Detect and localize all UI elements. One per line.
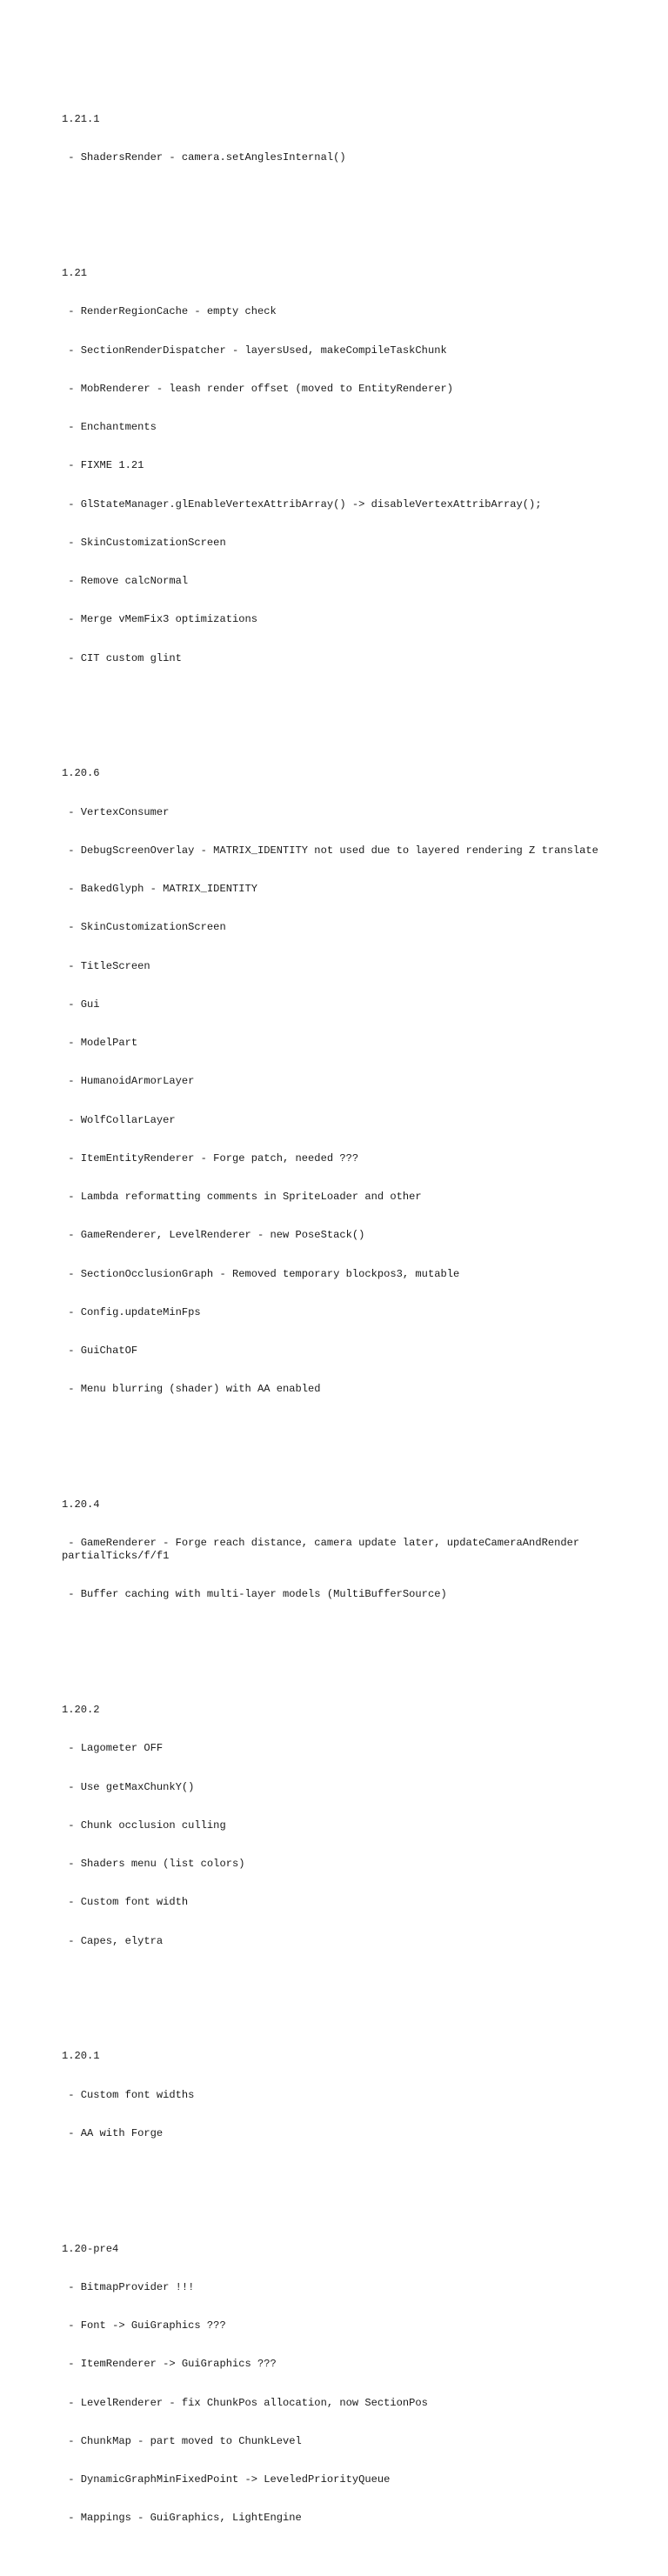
version-heading: 1.21.1	[62, 113, 100, 125]
changelog-entry: - Enchantments	[62, 421, 157, 433]
version-heading: 1.20.4	[62, 1498, 100, 1511]
changelog-entry: - RenderRegionCache - empty check	[62, 305, 277, 318]
changelog-entry: - BitmapProvider !!!	[62, 2280, 195, 2293]
changelog-section-1-20-6	[62, 742, 618, 1422]
changelog-entry: - ItemRenderer -> GuiGraphics ???	[62, 2358, 277, 2371]
changelog-entry: - BakedGlyph - MATRIX_IDENTITY	[62, 883, 257, 895]
changelog-entry: - Config.updateMinFps	[62, 1305, 201, 1318]
changelog-entry: - Chunk occlusion culling	[62, 1819, 226, 1832]
changelog-entry: - SkinCustomizationScreen	[62, 921, 226, 934]
changelog-entry: - WolfCollarLayer	[62, 1113, 176, 1126]
changelog-entry: - Custom font width	[62, 1896, 189, 1909]
changelog-entry: - Remove calcNormal	[62, 575, 189, 587]
changelog-entry: - FIXME 1.21	[62, 459, 144, 472]
changelog-entry: - GameRenderer - Forge reach distance, camera update later, updateCameraAndRender partialTicks/f/f1	[62, 1537, 586, 1562]
changelog-entry: - LevelRenderer - fix ChunkPos allocation, now SectionPos	[62, 2396, 428, 2409]
changelog-entry: - MobRenderer - leash render offset (moved to EntityRenderer)	[62, 382, 453, 395]
version-heading: 1.21	[62, 267, 88, 279]
changelog-entry: - AA with Forge	[62, 2126, 164, 2139]
changelog-entry: - GlStateManager.glEnableVertexAttribArray() -> disableVertexAttribArray();	[62, 497, 542, 511]
version-heading: 1.20.6	[62, 767, 100, 780]
changelog-entry: - GameRenderer, LevelRenderer - new PoseStack()	[62, 1229, 365, 1242]
changelog-entry: - DebugScreenOverlay - MATRIX_IDENTITY not used due to layered rendering Z translate	[62, 844, 598, 857]
version-heading: 1.20.2	[62, 1704, 100, 1716]
changelog-entry: - HumanoidArmorLayer	[62, 1075, 195, 1088]
changelog-entry: - Use getMaxChunkY()	[62, 1780, 195, 1793]
changelog-entry: - VertexConsumer	[62, 805, 170, 818]
changelog-document	[62, 62, 618, 2576]
changelog-entry: - Lagometer OFF	[62, 1742, 164, 1755]
changelog-entry: - ChunkMap - part moved to ChunkLevel	[62, 2434, 302, 2447]
changelog-entry: - DynamicGraphMinFixedPoint -> LeveledPriorityQueue	[62, 2473, 391, 2486]
changelog-entry: - Mappings - GuiGraphics, LightEngine	[62, 2512, 302, 2525]
changelog-section-1-20-1	[62, 2025, 618, 2166]
changelog-entry: - SectionRenderDispatcher - layersUsed, makeCompileTaskChunk	[62, 344, 447, 357]
changelog-entry: - ShadersRender - camera.setAnglesInternal()	[62, 151, 346, 164]
changelog-section-1-21	[62, 242, 618, 691]
changelog-section-1-21-1	[62, 88, 618, 190]
version-heading: 1.20.1	[62, 2050, 100, 2063]
changelog-entry: - Font -> GuiGraphics ???	[62, 2319, 226, 2332]
changelog-entry: - Menu blurring (shader) with AA enabled	[62, 1383, 321, 1396]
changelog-entry: - TitleScreen	[62, 959, 150, 972]
changelog-entry: - GuiChatOF	[62, 1345, 138, 1357]
changelog-entry: - CIT custom glint	[62, 651, 182, 664]
changelog-entry: - Gui	[62, 998, 100, 1011]
changelog-entry: - Capes, elytra	[62, 1934, 164, 1947]
changelog-entry: - SkinCustomizationScreen	[62, 536, 226, 549]
changelog-entry: - ModelPart	[62, 1037, 138, 1049]
changelog-entry: - Shaders menu (list colors)	[62, 1858, 245, 1870]
changelog-section-1-20-pre4	[62, 2217, 618, 2551]
changelog-entry: - SectionOcclusionGraph - Removed temporary blockpos3, mutable	[62, 1267, 460, 1280]
changelog-section-1-20-4	[62, 1473, 618, 1627]
changelog-entry: - Lambda reformatting comments in SpriteLoader and other	[62, 1191, 422, 1203]
changelog-entry: - ItemEntityRenderer - Forge patch, needed ???	[62, 1151, 359, 1165]
changelog-entry: - Merge vMemFix3 optimizations	[62, 613, 257, 626]
changelog-entry: - Buffer caching with multi-layer models (MultiBufferSource)	[62, 1588, 447, 1601]
version-heading: 1.20-pre4	[62, 2242, 119, 2255]
changelog-section-1-20-2	[62, 1678, 618, 1973]
changelog-entry: - Custom font widths	[62, 2088, 195, 2101]
